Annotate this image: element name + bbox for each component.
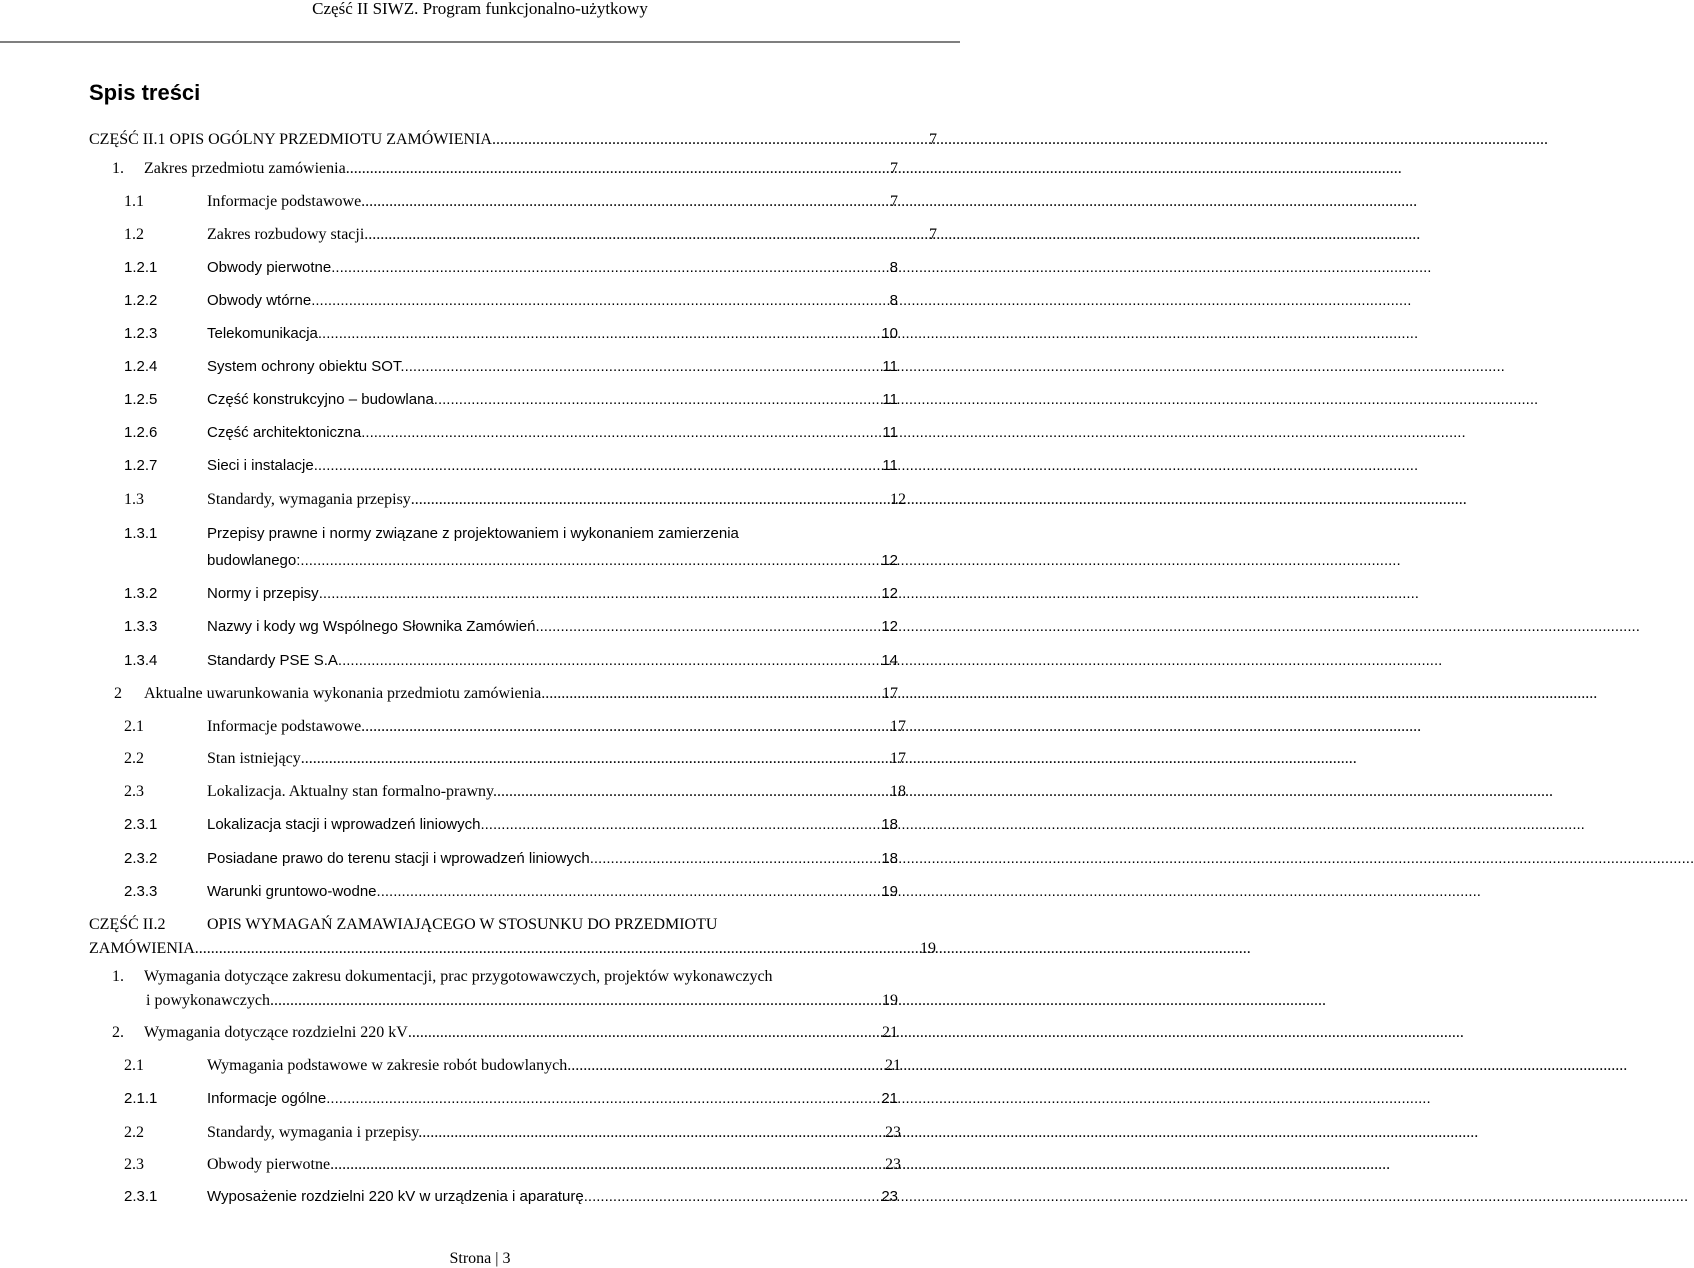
toc-leader-dots bbox=[195, 938, 920, 960]
toc-entry-text: Wyposażenie rozdzielni 220 kV w urządzenia i aparaturę. bbox=[207, 1188, 588, 1205]
toc-entry[interactable] bbox=[124, 848, 898, 870]
toc-entry-number: 1.2.6 bbox=[124, 424, 158, 441]
toc-leader-dots bbox=[411, 489, 890, 511]
toc-entry-text: Nazwy i kody wg Wspólnego Słownika Zamówień. bbox=[207, 618, 540, 635]
page-header bbox=[0, 0, 960, 22]
toc-entry-number: 2 bbox=[114, 685, 122, 702]
toc-entry-number: 1.2.2 bbox=[124, 292, 158, 309]
toc-entry[interactable] bbox=[124, 224, 937, 246]
toc-entry-text: Telekomunikacja bbox=[207, 325, 318, 342]
toc-leader-dots bbox=[330, 1088, 881, 1110]
toc-entry[interactable] bbox=[124, 583, 898, 605]
toc-entry[interactable] bbox=[124, 1186, 898, 1208]
toc-entry-page: 23 bbox=[885, 1124, 901, 1141]
toc-entry[interactable] bbox=[124, 489, 906, 511]
toc-entry-number: 2.3 bbox=[124, 1156, 144, 1173]
toc-leader-dots bbox=[492, 129, 929, 151]
toc-leader-dots bbox=[318, 455, 883, 477]
toc-leader-dots bbox=[342, 650, 881, 672]
toc-entry-continuation[interactable] bbox=[207, 550, 898, 572]
toc-leader-dots bbox=[311, 290, 889, 312]
toc-entry-number: 1. bbox=[112, 160, 124, 177]
toc-entry-number: 2.1 bbox=[124, 1057, 144, 1074]
page-footer bbox=[0, 1250, 960, 1268]
toc-entry-page: 12 bbox=[890, 491, 906, 508]
toc-entry-page: 12 bbox=[881, 552, 898, 569]
toc-entry-number: 2. bbox=[112, 1024, 124, 1041]
toc-leader-dots bbox=[361, 191, 890, 213]
toc-entry-page: 17 bbox=[882, 685, 898, 702]
toc-entry-text: Wymagania podstawowe w zakresie robót budowlanych. bbox=[207, 1057, 572, 1074]
toc-entry[interactable] bbox=[112, 1022, 898, 1044]
toc-entry[interactable] bbox=[114, 683, 898, 705]
toc-entry[interactable] bbox=[124, 748, 906, 770]
toc-entry[interactable] bbox=[124, 616, 898, 638]
toc-entry-number: 1.2.7 bbox=[124, 457, 158, 474]
toc-entry[interactable] bbox=[124, 1088, 898, 1110]
toc-entry[interactable] bbox=[89, 914, 717, 936]
toc-entry-number: 1.3 bbox=[124, 491, 144, 508]
toc-entry-number: 2.3.2 bbox=[124, 850, 158, 867]
toc-entry[interactable] bbox=[124, 191, 898, 213]
toc-leader-dots bbox=[408, 1022, 882, 1044]
toc-entry-page: 11 bbox=[882, 358, 898, 375]
toc-entry-page: 11 bbox=[882, 391, 898, 408]
toc-leader-dots bbox=[334, 1154, 885, 1176]
toc-leader-dots bbox=[346, 158, 890, 180]
toc-entry-number: 1.1 bbox=[124, 193, 144, 210]
toc-entry[interactable] bbox=[124, 523, 739, 545]
toc-entry-page: 7 bbox=[929, 226, 937, 243]
toc-entry-text: Wymagania dotyczące rozdzielni 220 kV bbox=[144, 1024, 408, 1041]
toc-entry-text: Standardy PSE S.A. bbox=[207, 652, 343, 669]
toc-entry[interactable] bbox=[124, 1122, 901, 1144]
toc-leader-dots bbox=[318, 323, 881, 345]
toc-entry-page: 7 bbox=[890, 193, 898, 210]
toc-entry-number: 1.2.1 bbox=[124, 259, 158, 276]
toc-entry-text: System ochrony obiektu SOT. bbox=[207, 358, 405, 375]
toc-entry[interactable] bbox=[124, 716, 906, 738]
toc-entry[interactable] bbox=[124, 881, 898, 903]
toc-entry-text: Aktualne uwarunkowania wykonania przedmiotu zamówienia bbox=[144, 685, 542, 702]
toc-entry-number: 1.3.1 bbox=[124, 525, 158, 542]
toc-entry-page: 11 bbox=[882, 424, 898, 441]
toc-entry-page: 12 bbox=[881, 585, 898, 602]
header-title: Część II SIWZ. Program funkcjonalno-użytkowy bbox=[312, 0, 648, 18]
toc-entry[interactable] bbox=[124, 422, 898, 444]
toc-entry-page: 7 bbox=[890, 160, 898, 177]
toc-entry-page: 19 bbox=[920, 940, 936, 957]
toc-entry-number: 1.3.4 bbox=[124, 652, 158, 669]
toc-entry-text: Zakres przedmiotu zamówienia bbox=[144, 160, 346, 177]
toc-entry[interactable] bbox=[124, 290, 898, 312]
toc-entry[interactable] bbox=[124, 257, 898, 279]
toc-entry-text: Normy i przepisy bbox=[207, 585, 319, 602]
toc-entry-text: Lokalizacja. Aktualny stan formalno-prawny. bbox=[207, 783, 497, 800]
toc-entry-text-continued: budowlanego: bbox=[207, 552, 301, 569]
toc-leader-dots bbox=[270, 990, 882, 1012]
toc-entry-page: 8 bbox=[889, 259, 898, 276]
toc-entry-text-continued: ZAMÓWIENIA bbox=[89, 940, 195, 957]
toc-entry-text: Standardy, wymagania przepisy bbox=[207, 491, 411, 508]
toc-entry-number: 1.3.2 bbox=[124, 585, 158, 602]
toc-entry-text: OPIS OGÓLNY PRZEDMIOTU ZAMÓWIENIA bbox=[169, 131, 492, 148]
toc-leader-dots bbox=[331, 257, 889, 279]
toc-leader-dots bbox=[571, 1055, 885, 1077]
toc-entry-page: 8 bbox=[889, 292, 898, 309]
toc-entry-text: Warunki gruntowo-wodne. bbox=[207, 883, 381, 900]
toc-entry[interactable] bbox=[112, 966, 773, 988]
toc-leader-dots bbox=[438, 389, 882, 411]
toc-entry-text: Część konstrukcyjno – budowlana. bbox=[207, 391, 438, 408]
toc-leader-dots bbox=[381, 881, 882, 903]
toc-entry-text: Lokalizacja stacji i wprowadzeń liniowych. bbox=[207, 816, 485, 833]
toc-entry-number: 2.2 bbox=[124, 750, 144, 767]
toc-entry-page: 19 bbox=[881, 883, 898, 900]
toc-entry-number: 1.2.5 bbox=[124, 391, 158, 408]
toc-entry-page: 23 bbox=[881, 1188, 898, 1205]
toc-entry-number: 1.2 bbox=[124, 226, 144, 243]
toc-entry-page: 7 bbox=[929, 131, 937, 148]
toc-entry[interactable] bbox=[124, 356, 898, 378]
toc-entry-text: Zakres rozbudowy stacji bbox=[207, 226, 365, 243]
toc-entry-text: Informacje ogólne. bbox=[207, 1090, 331, 1107]
toc-entry-continuation[interactable] bbox=[146, 990, 898, 1012]
toc-entry-text: Stan istniejący bbox=[207, 750, 301, 767]
toc-entry-page: 18 bbox=[881, 816, 898, 833]
toc-leader-dots bbox=[301, 748, 890, 770]
toc-leader-dots bbox=[422, 1122, 885, 1144]
toc-entry-text: Sieci i instalacje. bbox=[207, 457, 318, 474]
toc-entry[interactable] bbox=[124, 1055, 901, 1077]
toc-leader-dots bbox=[497, 781, 890, 803]
toc-entry-number: 1.2.3 bbox=[124, 325, 158, 342]
toc-entry-number: 2.3.3 bbox=[124, 883, 158, 900]
toc-entry-number: CZĘŚĆ II.1 bbox=[89, 131, 166, 148]
toc-entry[interactable] bbox=[124, 814, 898, 836]
toc-entry-text: Obwody wtórne bbox=[207, 292, 312, 309]
toc-leader-dots bbox=[300, 550, 881, 572]
toc-entry-number: CZĘŚĆ II.2 bbox=[89, 916, 166, 933]
toc-entry[interactable] bbox=[124, 1154, 901, 1176]
toc-entry-text: Informacje podstawowe bbox=[207, 193, 362, 210]
toc-leader-dots bbox=[594, 848, 881, 870]
toc-entry-text: Informacje podstawowe. bbox=[207, 718, 366, 735]
toc-entry-page: 19 bbox=[882, 992, 898, 1009]
toc-leader-dots bbox=[405, 356, 883, 378]
toc-entry-text: Przepisy prawne i normy związane z projektowaniem i wykonaniem zamierzenia bbox=[207, 525, 739, 542]
toc-entry-number: 2.3.1 bbox=[124, 1188, 158, 1205]
toc-entry-page: 21 bbox=[882, 1024, 898, 1041]
toc-entry-number: 2.3 bbox=[124, 783, 144, 800]
toc-entry[interactable] bbox=[89, 129, 937, 151]
toc-leader-dots bbox=[540, 616, 882, 638]
toc-entry-text-continued: i powykonawczych bbox=[146, 992, 270, 1009]
toc-entry-page: 12 bbox=[881, 618, 898, 635]
toc-entry-page: 18 bbox=[881, 850, 898, 867]
toc-entry-page: 10 bbox=[881, 325, 898, 342]
toc-entry-text: Część architektoniczna. bbox=[207, 424, 366, 441]
toc-entry[interactable] bbox=[124, 650, 898, 672]
toc-entry-text: Obwody pierwotne. bbox=[207, 1156, 335, 1173]
toc-leader-dots bbox=[365, 422, 882, 444]
toc-entry-text: Standardy, wymagania i przepisy. bbox=[207, 1124, 423, 1141]
header-divider bbox=[0, 41, 960, 43]
toc-leader-dots bbox=[541, 683, 882, 705]
toc-entry-page: 18 bbox=[890, 783, 906, 800]
toc-leader-dots bbox=[588, 1186, 881, 1208]
toc-entry-page: 17 bbox=[890, 750, 906, 767]
toc-leader-dots bbox=[319, 583, 882, 605]
toc-entry-number: 2.2 bbox=[124, 1124, 144, 1141]
toc-entry-text: Obwody pierwotne bbox=[207, 259, 332, 276]
toc-leader-dots bbox=[364, 224, 929, 246]
toc-entry-page: 21 bbox=[885, 1057, 901, 1074]
toc-entry-number: 1.2.4 bbox=[124, 358, 158, 375]
toc-entry-number: 2.1 bbox=[124, 718, 144, 735]
toc-entry[interactable] bbox=[124, 323, 898, 345]
toc-entry[interactable] bbox=[124, 455, 898, 477]
page-number-label: Strona | 3 bbox=[449, 1250, 511, 1267]
toc-entry[interactable] bbox=[112, 158, 898, 180]
toc-entry-number: 1. bbox=[112, 968, 124, 985]
toc-entry-number: 1.3.3 bbox=[124, 618, 158, 635]
toc-leader-dots bbox=[485, 814, 882, 836]
toc-entry-continuation[interactable] bbox=[89, 938, 936, 960]
toc-entry-number: 2.1.1 bbox=[124, 1090, 158, 1107]
toc-entry-text: Posiadane prawo do terenu stacji i wprowadzeń liniowych. bbox=[207, 850, 594, 867]
toc-title: Spis treści bbox=[89, 80, 201, 105]
toc-entry-page: 23 bbox=[885, 1156, 901, 1173]
toc-entry-text: OPIS WYMAGAŃ ZAMAWIAJĄCEGO W STOSUNKU DO PRZEDMIOTU bbox=[207, 916, 718, 933]
toc-entry-page: 11 bbox=[882, 457, 898, 474]
toc-entry[interactable] bbox=[124, 781, 906, 803]
toc-entry[interactable] bbox=[124, 389, 898, 411]
toc-leader-dots bbox=[365, 716, 890, 738]
toc-entry-text: Wymagania dotyczące zakresu dokumentacji, prac przygotowawczych, projektów wykonawczych bbox=[144, 968, 773, 985]
toc-entry-page: 21 bbox=[881, 1090, 898, 1107]
toc-entry-page: 14 bbox=[881, 652, 898, 669]
toc-entry-page: 17 bbox=[890, 718, 906, 735]
toc-entry-number: 2.3.1 bbox=[124, 816, 158, 833]
